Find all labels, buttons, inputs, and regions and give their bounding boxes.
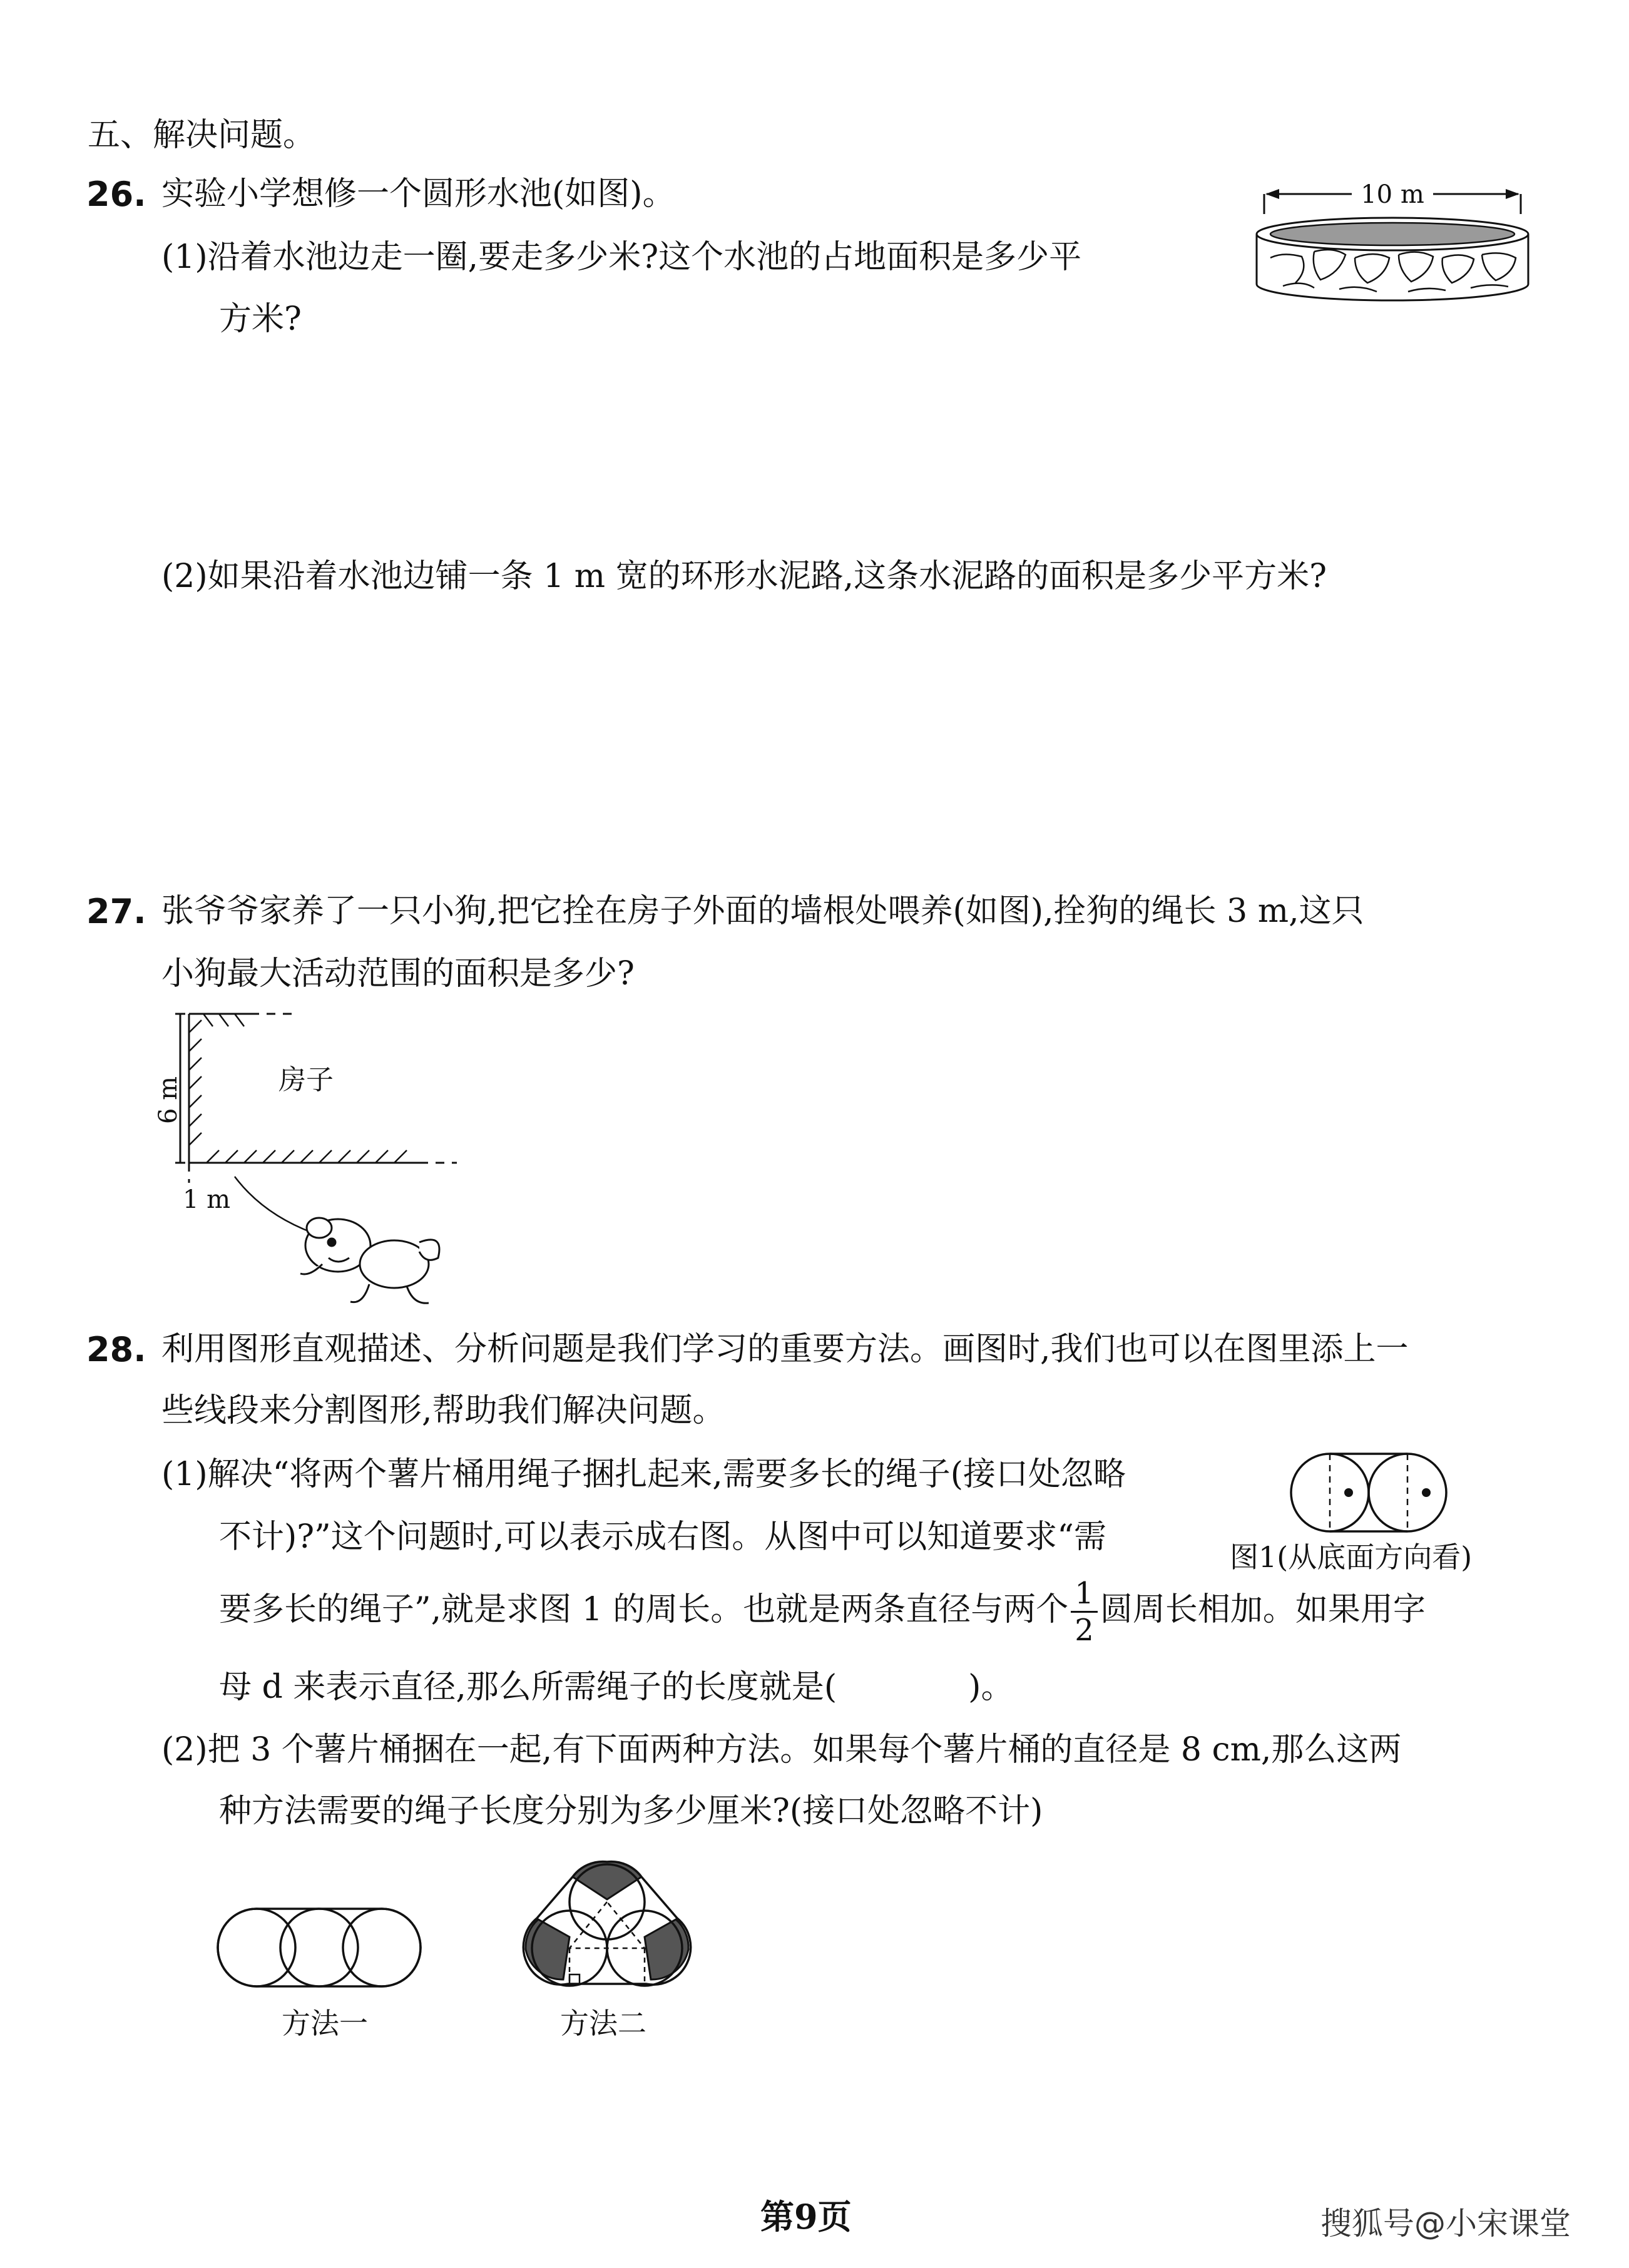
method2-label: 方法二 — [560, 2006, 646, 2040]
dog-icon — [300, 1218, 439, 1303]
dimension-arrow-right — [1506, 189, 1519, 199]
q26-part1-line1: (1)沿着水池边走一圈,要走多少米?这个水池的占地面积是多少平 — [161, 238, 1082, 276]
figure1-caption: 图1(从底面方向看) — [1230, 1540, 1473, 1574]
q27-line1: 张爷爷家养了一只小狗,把它拴在房子外面的墙根处喂养(如图),拴狗的绳长 3 m,这只 — [161, 892, 1364, 930]
q28-line1: 利用图形直观描述、分析问题是我们学习的重要方法。画图时,我们也可以在图里添上一 — [161, 1331, 1409, 1368]
can-circle-2 — [280, 1909, 358, 1986]
q26-stem: 实验小学想修一个圆形水池(如图)。 — [161, 175, 675, 213]
q28-part1-line4-start: 母 d 来表示直径,那么所需绳子的长度就是( — [219, 1668, 837, 1706]
q28-part1-line3-start: 要多长的绳子”,就是求图 1 的周长。也就是两条直径与两个 — [219, 1591, 1069, 1628]
method1-figure — [213, 1903, 426, 1996]
can-circle-3 — [343, 1909, 421, 1986]
fraction-denominator: 2 — [1075, 1613, 1094, 1648]
q28-part2-line1: (2)把 3 个薯片桶捆在一起,有下面两种方法。如果每个薯片桶的直径是 8 cm,那么这两 — [161, 1731, 1402, 1769]
q28-number: 28. — [86, 1330, 146, 1369]
rope-offset-label: 1 m — [183, 1185, 231, 1214]
section-title: 五、解决问题。 — [88, 116, 316, 154]
pool-water — [1270, 223, 1514, 245]
q26-part1-line2: 方米? — [219, 300, 302, 338]
house-dog-figure — [144, 995, 494, 1314]
q28-line2: 些线段来分割图形,帮助我们解决问题。 — [161, 1392, 725, 1429]
pool-diameter-label: 10 m — [1361, 180, 1424, 209]
can-circle-1 — [218, 1909, 295, 1986]
q28-part2-line2: 种方法需要的绳子长度分别为多少厘米?(接口处忽略不计) — [219, 1792, 1043, 1830]
q28-part1-line1: (1)解决“将两个薯片桶用绳子捆扎起来,需要多长的绳子(接口处忽略 — [161, 1456, 1126, 1493]
dimension-arrow-left — [1265, 189, 1279, 199]
fraction-one-half — [1071, 1576, 1098, 1648]
q26-part2: (2)如果沿着水池边铺一条 1 m 宽的环形水泥路,这条水泥路的面积是多少平方米? — [161, 558, 1327, 595]
q27-line2: 小狗最大活动范围的面积是多少? — [161, 955, 635, 993]
q28-part1-line4-end: )。 — [968, 1668, 1014, 1706]
watermark: 搜狐号@小宋课堂 — [1320, 2205, 1571, 2242]
q28-part1-line3-end: 圆周长相加。如果用字 — [1100, 1591, 1426, 1628]
q26-number: 26. — [86, 175, 146, 214]
dog-rope — [235, 1177, 313, 1233]
wall-length-label: 6 m — [154, 1076, 183, 1125]
q28-part1-line2: 不计)?”这个问题时,可以表示成右图。从图中可以知道要求“需 — [219, 1518, 1106, 1556]
house-label: 房子 — [278, 1064, 334, 1096]
method1-label: 方法一 — [282, 2006, 368, 2040]
page-number: 第9页 — [760, 2197, 852, 2237]
method2-figure — [513, 1856, 701, 2006]
q28-part1-line4 — [219, 1668, 1014, 1706]
q27-number: 27. — [86, 892, 146, 931]
center-left — [1344, 1488, 1353, 1497]
rope-outline — [218, 1909, 421, 1986]
figure1-two-circles — [1283, 1446, 1458, 1540]
center-right — [1422, 1488, 1431, 1497]
q28-part1-line3 — [219, 1576, 1426, 1648]
pool-figure — [1245, 164, 1540, 302]
fraction-numerator: 1 — [1071, 1578, 1098, 1613]
